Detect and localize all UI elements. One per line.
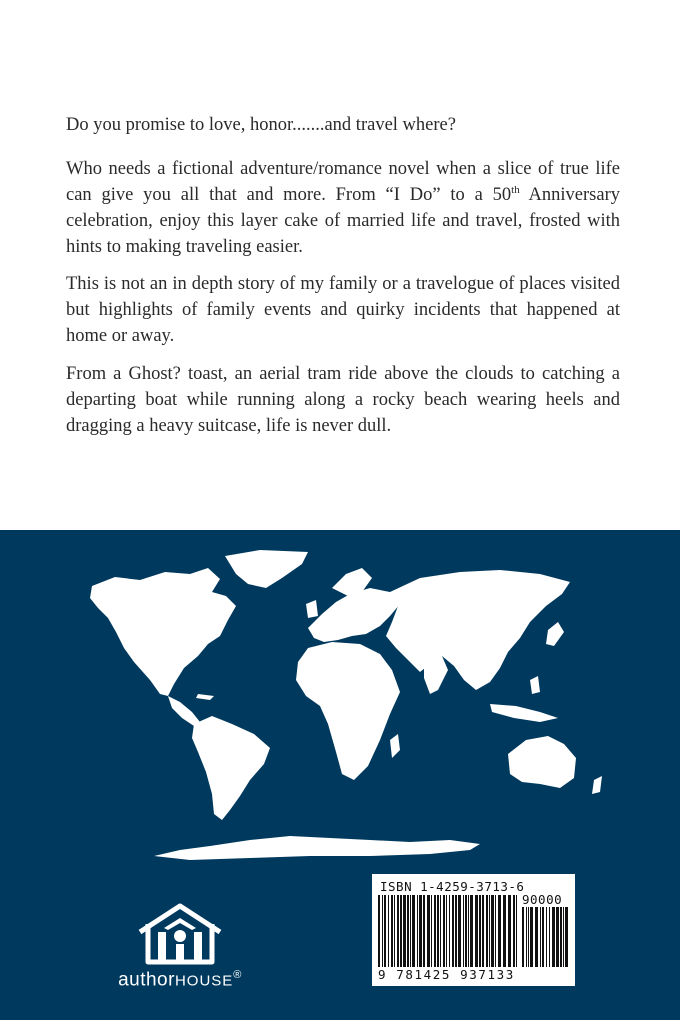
indonesia-shape	[490, 704, 558, 722]
india-shape	[424, 656, 448, 694]
barcode-bar	[427, 895, 430, 967]
barcode-bar	[397, 895, 399, 967]
central-america-shape	[168, 696, 200, 726]
barcode-bar	[479, 895, 481, 967]
price-code: 90000	[522, 892, 563, 907]
barcode-bar	[482, 895, 484, 967]
barcode-bar	[475, 895, 478, 967]
barcode-bar	[549, 907, 550, 967]
japan-shape	[546, 622, 564, 646]
barcode-bar	[503, 895, 506, 967]
caribbean-shape	[196, 694, 214, 700]
barcode-bar	[443, 895, 445, 967]
new-zealand-shape	[592, 776, 602, 794]
barcode-bar	[491, 895, 494, 967]
antarctica-shape	[154, 836, 480, 860]
barcode-bar	[410, 895, 411, 967]
barcode-bar	[526, 907, 527, 967]
isbn-label: ISBN 1-4259-3713-6	[380, 879, 525, 894]
barcode-bar	[391, 895, 393, 967]
barcode-bar	[434, 895, 436, 967]
barcode-bar	[498, 895, 501, 967]
barcode-bar	[556, 907, 559, 967]
barcode-bar	[388, 895, 389, 967]
barcode-digits: 9 781425 937133	[378, 967, 515, 982]
barcode-bar	[423, 895, 425, 967]
australia-shape	[508, 736, 576, 788]
barcode-bar	[417, 895, 418, 967]
barcode-bar	[563, 907, 564, 967]
blurb-paragraph-3: This is not an in depth story of my family or a travelogue of places visited but highlights of family events and quirky incidents that happened at home or away.	[66, 274, 620, 346]
barcode-bar	[542, 907, 544, 967]
blurb-paragraph-2-part-1: Who needs a fictional adventure/romance novel when a slice of true life can give you all that and more. From “I Do” to a 50	[66, 159, 620, 205]
publisher-logo	[100, 892, 260, 1002]
africa-shape	[296, 642, 400, 780]
blurb-paragraph-2-part-2: Anniversary celebration, enjoy this layer cake of married life and travel, frosted with hints to making traveling easier.	[66, 185, 620, 257]
barcode-bar	[431, 895, 432, 967]
blurb-paragraph-4: From a Ghost? toast, an aerial tram ride above the clouds to catching a departing boat while running along a rocky beach wearing heels and dragging a heavy suitcase, life is never dull.	[66, 364, 620, 436]
madagascar-shape	[390, 734, 400, 758]
barcode-bar	[378, 895, 380, 967]
barcode-bar	[412, 895, 415, 967]
philippines-shape	[530, 676, 540, 694]
blurb-paragraph-1: Do you promise to love, honor.......and travel where?	[66, 115, 456, 135]
barcode-bar	[546, 907, 547, 967]
barcode-bar	[419, 895, 422, 967]
barcode-bar	[489, 895, 490, 967]
ordinal-superscript: th	[511, 183, 520, 196]
barcode-bar	[508, 895, 511, 967]
north-america-shape	[90, 568, 236, 696]
barcode-bar	[400, 895, 402, 967]
south-america-shape	[192, 716, 270, 820]
barcode-bar	[552, 907, 555, 967]
barcode-bar	[522, 907, 524, 967]
europe-shape	[308, 588, 400, 642]
asia-shape	[386, 570, 570, 690]
price-barcode-bars	[522, 907, 570, 967]
barcode-bar	[540, 907, 541, 967]
barcode-bar	[486, 895, 488, 967]
barcode-bar	[468, 895, 469, 967]
barcode-bar	[384, 895, 386, 967]
authorhouse-emblem-icon	[100, 892, 260, 968]
british-isles-shape	[306, 600, 318, 618]
greenland-shape	[225, 550, 308, 588]
registered-mark: ®	[233, 969, 242, 981]
barcode-bar	[513, 895, 515, 967]
barcode-bar	[449, 895, 450, 967]
barcode-bar	[535, 907, 538, 967]
barcode-bar	[463, 895, 464, 967]
barcode-bar	[465, 895, 467, 967]
barcode-bar	[440, 895, 441, 967]
barcode-bar	[394, 895, 395, 967]
publisher-wordmark	[100, 969, 260, 991]
barcode-bar	[455, 895, 457, 967]
blurb-paragraph-2	[66, 156, 620, 260]
back-cover-blue-panel	[0, 530, 680, 1020]
barcode-bar	[530, 907, 533, 967]
barcode-bar	[382, 895, 383, 967]
isbn-barcode	[372, 874, 575, 986]
barcode-bar	[528, 907, 529, 967]
ean-barcode-bars	[378, 895, 520, 967]
barcode-bar	[446, 895, 447, 967]
barcode-bar	[458, 895, 461, 967]
barcode-bar	[452, 895, 454, 967]
barcode-bar	[560, 907, 562, 967]
barcode-bar	[470, 895, 473, 967]
barcode-bar	[407, 895, 409, 967]
wordmark-house: HOUSE	[174, 972, 234, 990]
barcode-bar	[495, 895, 496, 967]
barcode-bar	[516, 895, 517, 967]
barcode-bar	[403, 895, 406, 967]
barcode-bar	[437, 895, 439, 967]
world-map-illustration	[70, 544, 620, 864]
barcode-bar	[565, 907, 568, 967]
wordmark-author: author	[118, 969, 175, 991]
